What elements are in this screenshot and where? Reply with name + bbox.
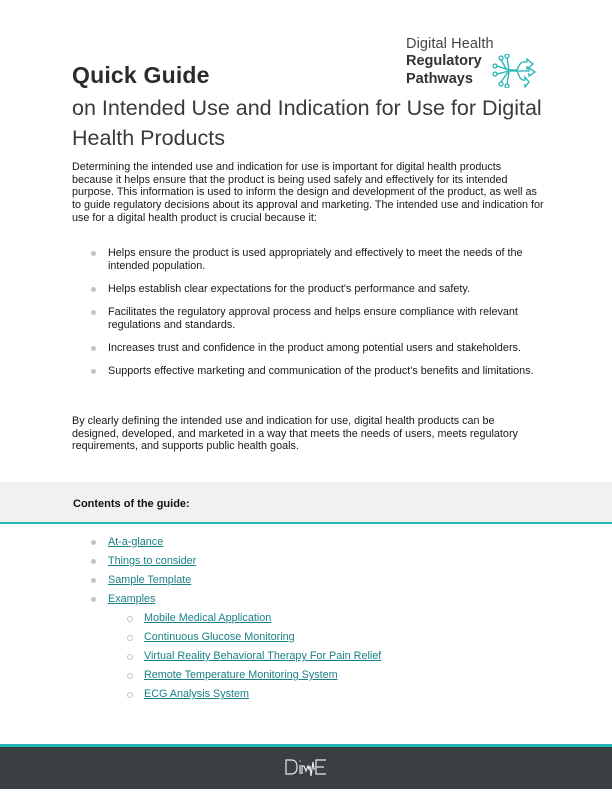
intro-paragraph: Determining the intended use and indication for use is important for digital health products because it helps ensure that the product is being used safely and effectively for its intended purpose. This information is used to inform the design and development of the product, as well as to guide regulatory decisions about its approval and marketing. The intended use and indication for use for a digital health product is crucial because it:: [72, 161, 544, 224]
toc-item: [72, 555, 381, 568]
examples-sublist: [108, 612, 381, 701]
toc-link-continuous-glucose-monitoring[interactable]: Continuous Glucose Monitoring: [144, 631, 295, 643]
toc-link-things-to-consider[interactable]: Things to consider: [108, 555, 197, 567]
logo-line-1: Digital Health: [406, 36, 494, 52]
toc-link-examples[interactable]: Examples: [108, 593, 156, 605]
circuit-arrows-icon: [491, 54, 539, 88]
toc-link-at-a-glance[interactable]: At-a-glance: [108, 536, 164, 548]
page-title: Quick Guide: [72, 62, 210, 88]
benefit-item: Increases trust and confidence in the product among potential users and stakeholders.: [72, 342, 544, 355]
dime-logo-icon: [285, 758, 327, 778]
toc-subitem: [108, 669, 381, 682]
toc-subitem: [108, 650, 381, 663]
contents-header-band: [0, 482, 612, 524]
benefit-item: Supports effective marketing and communication of the product's benefits and limitations.: [72, 365, 544, 378]
table-of-contents: [72, 536, 381, 707]
outro-paragraph: By clearly defining the intended use and indication for use, digital health products can be designed, developed, and marketed in a way that meets the needs of users, meets regulatory requirements, and supports public health goals.: [72, 415, 518, 453]
toc-subitem: [108, 612, 381, 625]
benefit-item: Helps establish clear expectations for the product's performance and safety.: [72, 283, 544, 296]
toc-link-mobile-medical-application[interactable]: Mobile Medical Application: [144, 612, 272, 624]
toc-subitem: [108, 688, 381, 701]
toc-item: [72, 593, 381, 701]
digital-health-regulatory-pathways-logo: [406, 36, 546, 90]
benefits-list: [72, 247, 544, 388]
toc-link-sample-template[interactable]: Sample Template: [108, 574, 192, 586]
toc-subitem: [108, 631, 381, 644]
contents-heading: Contents of the guide:: [73, 498, 190, 510]
toc-link-ecg-analysis-system[interactable]: ECG Analysis System: [144, 688, 250, 700]
logo-line-2: Regulatory: [406, 53, 482, 69]
toc-item: [72, 536, 381, 549]
page-subtitle: on Intended Use and Indication for Use for Digital Health Products: [72, 96, 542, 150]
toc-link-remote-temperature-monitoring[interactable]: Remote Temperature Monitoring System: [144, 669, 338, 681]
benefit-item: Helps ensure the product is used appropriately and effectively to meet the needs of the intended population.: [72, 247, 544, 272]
toc-link-vr-behavioral-therapy[interactable]: Virtual Reality Behavioral Therapy For Pain Relief: [144, 650, 382, 662]
benefit-item: Facilitates the regulatory approval process and helps ensure compliance with relevant regulations and standards.: [72, 306, 544, 331]
footer-bar: [0, 744, 612, 789]
toc-item: [72, 574, 381, 587]
logo-line-3: Pathways: [406, 71, 473, 87]
